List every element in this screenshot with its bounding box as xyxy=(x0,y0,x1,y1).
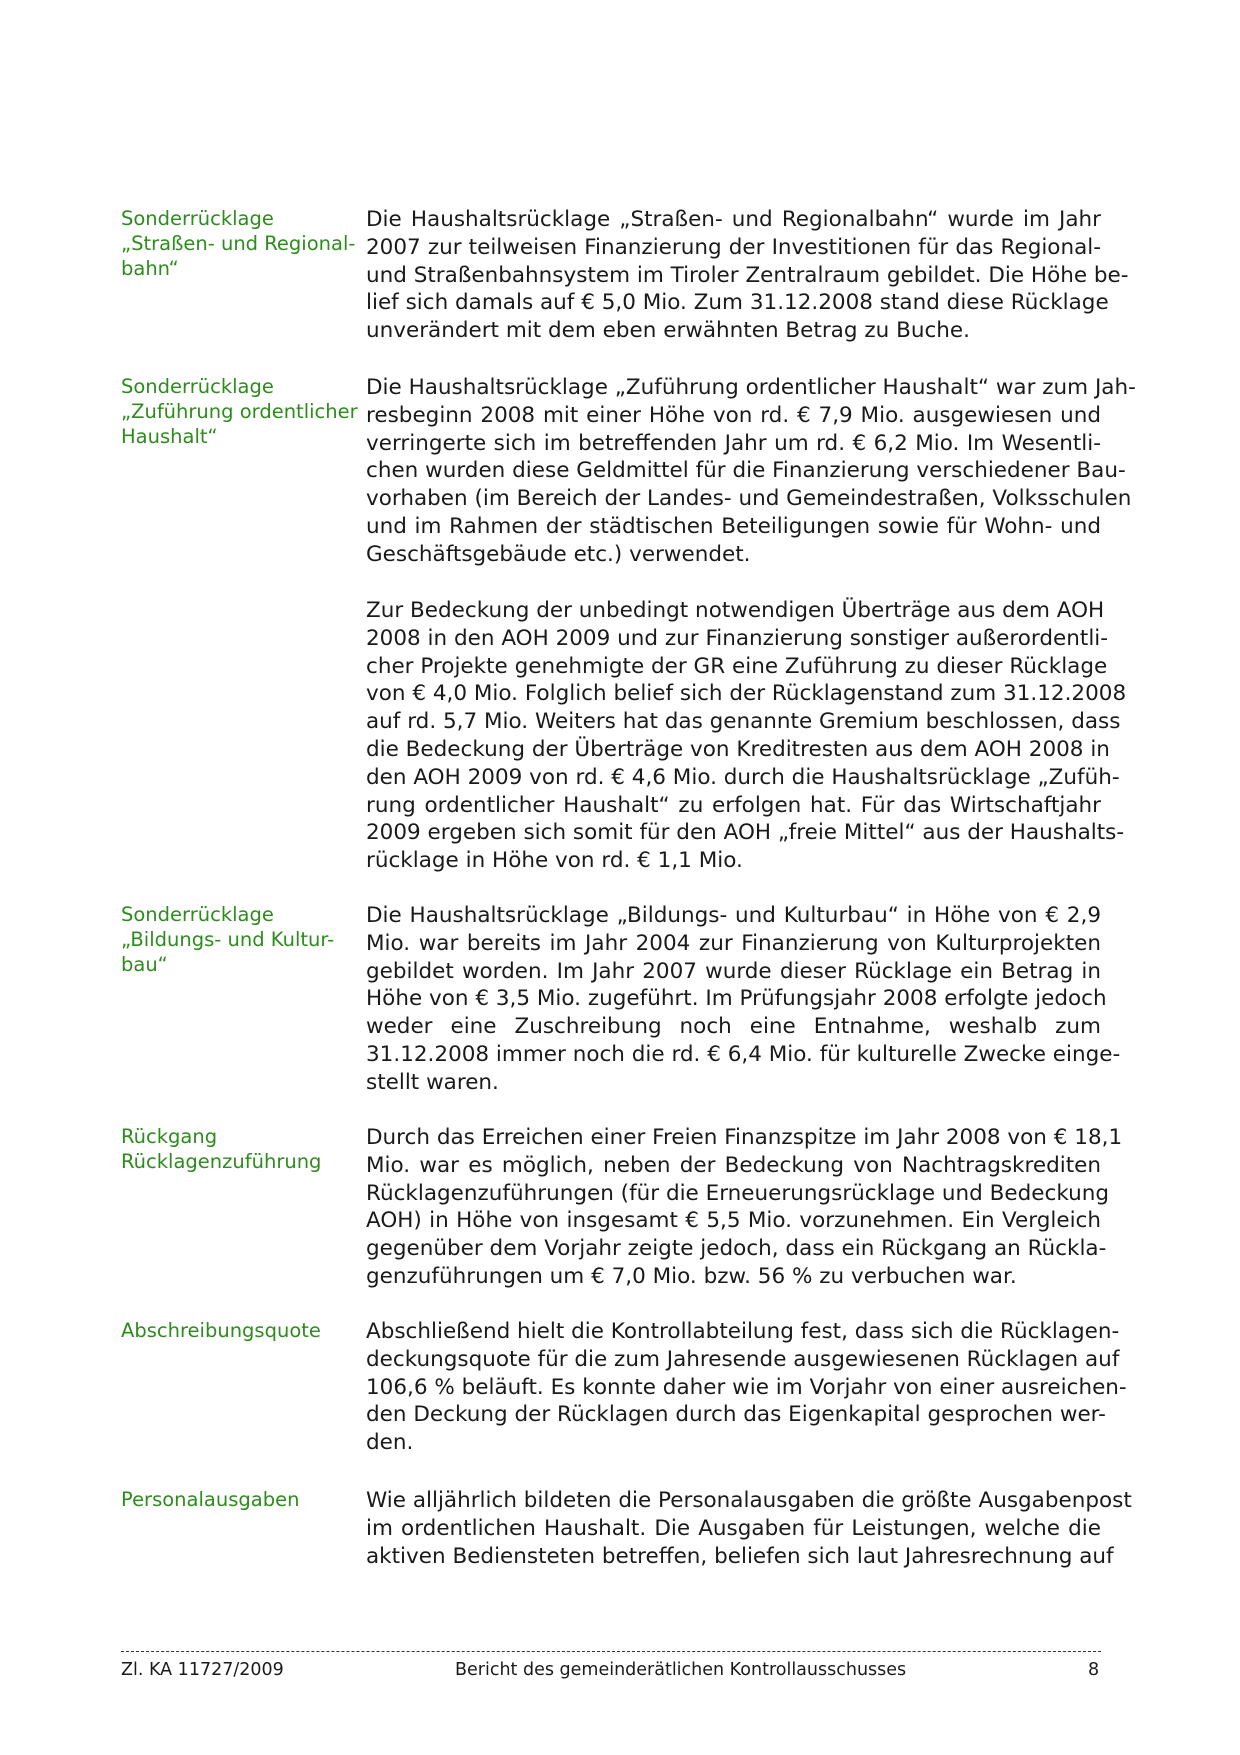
text-line: chen wurden diese Geldmittel für die Finanzierung verschiedener Bau- xyxy=(366,458,1126,484)
text-line: 2007 zur teilweisen Finanzierung der Investitionen für das Regional- xyxy=(366,234,1101,260)
text-line: Abschließend hielt die Kontrollabteilung fest, dass sich die Rücklagen- xyxy=(366,1319,1120,1344)
paragraph xyxy=(366,374,1136,569)
side-line: Personalausgaben xyxy=(121,1488,300,1511)
paragraph xyxy=(366,206,1129,345)
text-line: genzuführungen um € 7,0 Mio. bzw. 56 % zu verbuchen war. xyxy=(366,1263,1017,1289)
text-line: stellt waren. xyxy=(366,1069,499,1095)
text-line: 2008 in den AOH 2009 und zur Finanzierung sonstiger außerordentli- xyxy=(366,625,1109,651)
paragraph xyxy=(366,902,1121,1097)
side-heading xyxy=(121,206,356,281)
text-line: Durch das Erreichen einer Freien Finanzspitze im Jahr 2008 von € 18,1 xyxy=(366,1125,1123,1150)
paragraph xyxy=(366,597,1127,875)
text-line: Mio. war es möglich, neben der Bedeckung von Nachtragskrediten xyxy=(366,1152,1101,1178)
text-line: aktiven Bediensteten betreffen, beliefen sich laut Jahresrechnung auf xyxy=(366,1543,1114,1569)
paragraph xyxy=(366,1318,1127,1457)
side-heading xyxy=(121,1318,349,1343)
text-line: Rücklagenzuführungen (für die Erneuerungsrücklage und Bedeckung xyxy=(366,1180,1110,1206)
side-line: Rückgang xyxy=(121,1125,218,1148)
text-line: lief sich damals auf € 5,0 Mio. Zum 31.12.2008 stand diese Rücklage xyxy=(366,290,1109,316)
text-line: Die Haushaltsrücklage „Bildungs- und Kulturbau“ in Höhe von € 2,9 xyxy=(366,903,1101,928)
side-heading xyxy=(121,1487,349,1512)
text-line: auf rd. 5,7 Mio. Weiters hat das genannte Gremium beschlossen, dass xyxy=(366,709,1121,735)
footer-reference: Zl. KA 11727/2009 xyxy=(121,1660,284,1680)
side-line: Sonderrücklage xyxy=(121,207,274,230)
text-line: rücklage in Höhe von rd. € 1,1 Mio. xyxy=(366,848,743,874)
text-line: Mio. war bereits im Jahr 2004 zur Finanzierung von Kulturprojekten xyxy=(366,930,1101,956)
text-line: rung ordentlicher Haushalt“ zu erfolgen hat. Für das Wirtschaftjahr xyxy=(366,792,1101,818)
footer-divider xyxy=(121,1651,1101,1652)
side-heading xyxy=(121,902,349,977)
side-line: Haushalt“ xyxy=(121,425,218,448)
text-line: von € 4,0 Mio. Folglich belief sich der Rücklagenstand zum 31.12.2008 xyxy=(366,681,1127,707)
side-line: „Straßen- und Regional- xyxy=(121,232,356,255)
text-line: im ordentlichen Haushalt. Die Ausgaben für Leistungen, welche die xyxy=(366,1515,1101,1541)
footer-title: Bericht des gemeinderätlichen Kontrollausschusses xyxy=(455,1660,907,1680)
side-heading xyxy=(121,374,358,449)
side-line: Abschreibungsquote xyxy=(121,1319,321,1342)
text-line: vorhaben (im Bereich der Landes- und Gemeindestraßen, Volksschulen xyxy=(366,486,1132,512)
text-line: Die Haushaltsrücklage „Zuführung ordentlicher Haushalt“ war zum Jah- xyxy=(366,375,1136,400)
side-line: Sonderrücklage xyxy=(121,903,274,926)
side-line: Rücklagenzuführung xyxy=(121,1150,322,1173)
text-line: unverändert mit dem eben erwähnten Betrag zu Buche. xyxy=(366,318,970,344)
text-line: cher Projekte genehmigte der GR eine Zuführung zu dieser Rücklage xyxy=(366,653,1108,679)
text-line: die Bedeckung der Überträge von Kreditresten aus dem AOH 2008 in xyxy=(366,736,1110,762)
paragraph xyxy=(366,1124,1123,1291)
side-heading xyxy=(121,1124,349,1174)
text-line: resbeginn 2008 mit einer Höhe von rd. € 7,9 Mio. ausgewiesen und xyxy=(366,402,1101,428)
text-line: 106,6 % beläuft. Es konnte daher wie im Vorjahr von einer ausreichen- xyxy=(366,1374,1127,1400)
text-line: den. xyxy=(366,1430,414,1456)
page-number: 8 xyxy=(1088,1660,1100,1680)
paragraph xyxy=(366,1487,1132,1570)
text-line: gebildet worden. Im Jahr 2007 wurde dieser Rücklage ein Betrag in xyxy=(366,958,1101,984)
text-line: 31.12.2008 immer noch die rd. € 6,4 Mio. für kulturelle Zwecke einge- xyxy=(366,1041,1121,1067)
text-line: Höhe von € 3,5 Mio. zugeführt. Im Prüfungsjahr 2008 erfolgte jedoch xyxy=(366,986,1107,1012)
text-line: AOH) in Höhe von insgesamt € 5,5 Mio. vorzunehmen. Ein Vergleich xyxy=(366,1208,1101,1234)
side-line: „Bildungs- und Kultur- xyxy=(121,928,335,951)
side-line: Sonderrücklage xyxy=(121,375,274,398)
text-line: weder eine Zuschreibung noch eine Entnahme, weshalb zum xyxy=(366,1014,1101,1040)
text-line: und Straßenbahnsystem im Tiroler Zentralraum gebildet. Die Höhe be- xyxy=(366,262,1129,288)
text-line: Wie alljährlich bildeten die Personalausgaben die größte Ausgabenpost xyxy=(366,1488,1132,1513)
side-line: bau“ xyxy=(121,953,168,976)
side-line: bahn“ xyxy=(121,257,179,280)
text-line: Die Haushaltsrücklage „Straßen- und Regionalbahn“ wurde im Jahr xyxy=(366,207,1101,232)
text-line: den Deckung der Rücklagen durch das Eigenkapital gesprochen wer- xyxy=(366,1402,1106,1428)
text-line: Geschäftsgebäude etc.) verwendet. xyxy=(366,541,751,567)
text-line: den AOH 2009 von rd. € 4,6 Mio. durch die Haushaltsrücklage „Zufüh- xyxy=(366,764,1120,790)
text-line: Zur Bedeckung der unbedingt notwendigen Überträge aus dem AOH xyxy=(366,598,1105,623)
text-line: deckungsquote für die zum Jahresende ausgewiesenen Rücklagen auf xyxy=(366,1346,1120,1372)
side-line: „Zuführung ordentlicher xyxy=(121,400,358,423)
text-line: verringerte sich im betreffenden Jahr um rd. € 6,2 Mio. Im Wesentli- xyxy=(366,430,1101,456)
text-line: 2009 ergeben sich somit für den AOH „freie Mittel“ aus der Haushalts- xyxy=(366,820,1125,846)
text-line: gegenüber dem Vorjahr zeigte jedoch, dass ein Rückgang an Rückla- xyxy=(366,1236,1107,1262)
text-line: und im Rahmen der städtischen Beteiligungen sowie für Wohn- und xyxy=(366,513,1101,539)
